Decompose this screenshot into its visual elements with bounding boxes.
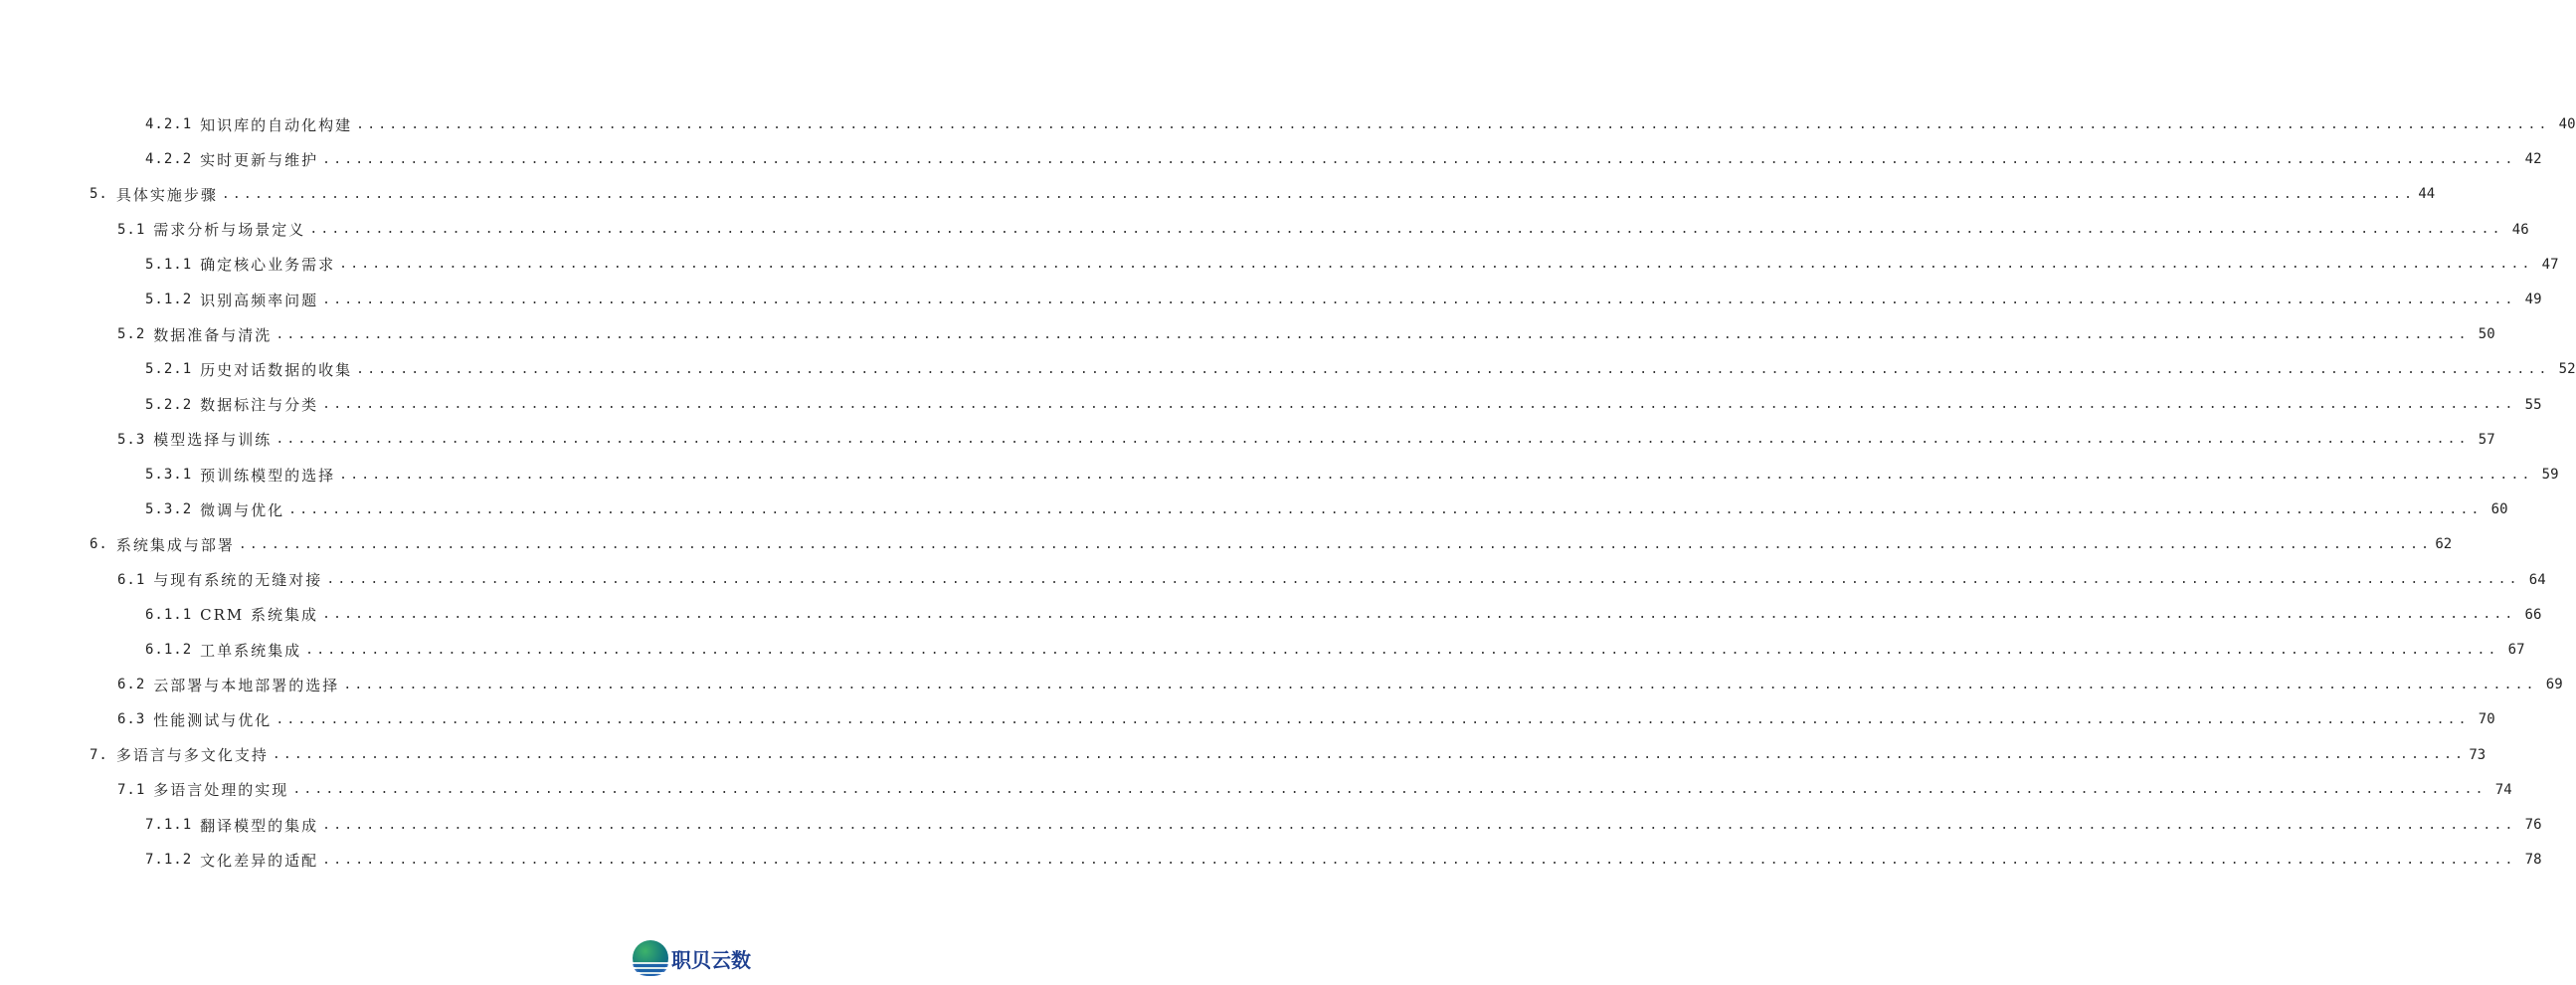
toc-entry-title: 翻译模型的集成 xyxy=(200,816,319,835)
toc-entry-number: 5.3 xyxy=(117,431,146,448)
toc-entry-title: 多语言与多文化支持 xyxy=(115,746,269,765)
toc-dot-leader: ........................................................................................................................................................................................................ xyxy=(276,711,2470,727)
toc-entry-number: 5.2.2 xyxy=(145,396,193,413)
toc-dot-leader: ........................................................................................................................................................................................................ xyxy=(322,607,2516,623)
toc-entry-title: 云部署与本地部署的选择 xyxy=(153,676,340,694)
toc-entry-title: 数据准备与清洗 xyxy=(153,325,273,344)
logo-wave-icon xyxy=(633,940,668,976)
toc-entry[interactable] xyxy=(145,356,2576,382)
toc-entry-title: 性能测试与优化 xyxy=(153,710,273,729)
toc-entry-title: 工单系统集成 xyxy=(200,641,302,660)
toc-entry-title: 历史对话数据的收集 xyxy=(200,360,353,379)
toc-entry-title: 具体实施步骤 xyxy=(115,185,218,204)
toc-dot-leader: ........................................................................................................................................................................................................ xyxy=(322,852,2516,868)
toc-entry-page: 76 xyxy=(2524,817,2542,833)
toc-entry-title: 系统集成与部署 xyxy=(115,535,235,554)
toc-dot-leader: ........................................................................................................................................................................................................ xyxy=(356,361,2550,377)
toc-entry-number: 7.1.2 xyxy=(145,852,193,869)
toc-entry[interactable] xyxy=(145,496,2508,522)
toc-entry[interactable] xyxy=(90,531,2453,557)
toc-entry-page: 66 xyxy=(2524,606,2542,623)
toc-entry-title: 知识库的自动化构建 xyxy=(200,115,353,134)
toc-entry-page: 49 xyxy=(2524,292,2542,307)
toc-dot-leader: ........................................................................................................................................................................................................ xyxy=(322,397,2516,413)
toc-entry[interactable] xyxy=(117,777,2512,803)
toc-entry-number: 5.2 xyxy=(117,326,146,343)
toc-entry-title: 多语言处理的实现 xyxy=(153,781,289,800)
toc-dot-leader: ........................................................................................................................................................................................................ xyxy=(221,186,2416,202)
toc-entry[interactable] xyxy=(145,252,2559,278)
toc-entry-number: 5.1.2 xyxy=(145,292,193,307)
toc-entry[interactable] xyxy=(90,181,2436,207)
toc-dot-leader: ........................................................................................................................................................................................................ xyxy=(276,432,2470,448)
toc-entry-page: 55 xyxy=(2524,396,2542,413)
toc-entry-number: 6.3 xyxy=(117,711,146,728)
toc-dot-leader: ........................................................................................................................................................................................................ xyxy=(343,677,2537,692)
toc-dot-leader: ........................................................................................................................................................................................................ xyxy=(326,572,2520,588)
toc-dot-leader: ........................................................................................................................................................................................................ xyxy=(238,536,2433,552)
toc-entry[interactable] xyxy=(145,146,2542,172)
toc-entry-page: 67 xyxy=(2507,642,2525,658)
toc-entry-page: 59 xyxy=(2541,467,2559,483)
toc-entry-number: 4.2.1 xyxy=(145,116,193,132)
toc-entry-title: 微调与优化 xyxy=(200,500,285,519)
toc-entry-page: 74 xyxy=(2494,781,2512,798)
toc-entry-number: 6. xyxy=(90,536,108,553)
toc-entry-title: 确定核心业务需求 xyxy=(200,256,336,275)
toc-entry-title: 识别高频率问题 xyxy=(200,291,319,309)
toc-entry-page: 52 xyxy=(2558,361,2576,378)
toc-dot-leader: ........................................................................................................................................................................................................ xyxy=(339,467,2533,483)
toc-entry[interactable] xyxy=(117,321,2495,347)
toc-entry-page: 44 xyxy=(2418,186,2436,203)
toc-entry[interactable] xyxy=(117,706,2495,732)
toc-entry-page: 78 xyxy=(2524,852,2542,869)
toc-entry[interactable] xyxy=(145,847,2542,873)
toc-entry[interactable] xyxy=(145,287,2542,312)
toc-entry-title: 预训练模型的选择 xyxy=(200,466,336,485)
toc-dot-leader: ........................................................................................................................................................................................................ xyxy=(276,326,2470,342)
toc-entry-page: 62 xyxy=(2435,536,2453,553)
toc-entry-title: 文化差异的适配 xyxy=(200,851,319,870)
toc-entry-page: 47 xyxy=(2541,256,2559,273)
toc-entry[interactable] xyxy=(145,602,2542,628)
toc-entry-number: 5.3.2 xyxy=(145,501,193,518)
toc-entry-number: 7.1 xyxy=(117,781,146,798)
toc-entry-number: 5.1 xyxy=(117,221,146,238)
toc-entry-title: 数据标注与分类 xyxy=(200,396,319,415)
toc-entry-number: 6.2 xyxy=(117,677,146,693)
toc-entry-page: 42 xyxy=(2524,151,2542,168)
toc-entry-page: 64 xyxy=(2528,571,2546,588)
toc-entry-number: 5.2.1 xyxy=(145,361,193,378)
toc-entry-number: 7.1.1 xyxy=(145,817,193,833)
toc-entry[interactable] xyxy=(117,217,2529,243)
toc-entry[interactable] xyxy=(145,392,2542,418)
toc-entry[interactable] xyxy=(90,742,2486,768)
toc-entry-number: 6.1.1 xyxy=(145,606,193,623)
toc-dot-leader: ........................................................................................................................................................................................................ xyxy=(305,642,2499,658)
toc-dot-leader: ........................................................................................................................................................................................................ xyxy=(322,292,2516,307)
toc-entry-number: 7. xyxy=(90,746,108,763)
logo xyxy=(633,940,751,976)
toc-entry-number: 5.3.1 xyxy=(145,467,193,483)
toc-entry-title: 需求分析与场景定义 xyxy=(153,221,306,240)
toc-entry[interactable] xyxy=(117,672,2563,697)
toc-entry[interactable] xyxy=(145,462,2559,488)
toc-entry-number: 6.1.2 xyxy=(145,642,193,658)
toc-entry-number: 5.1.1 xyxy=(145,256,193,273)
toc-entry-title: CRM 系统集成 xyxy=(200,606,319,625)
toc-entry-page: 40 xyxy=(2558,116,2576,132)
toc-entry-page: 50 xyxy=(2478,326,2495,343)
toc-dot-leader: ........................................................................................................................................................................................................ xyxy=(356,116,2550,132)
toc-entry[interactable] xyxy=(117,567,2546,593)
toc-dot-leader: ........................................................................................................................................................................................................ xyxy=(272,747,2467,763)
toc-entry-page: 46 xyxy=(2511,221,2529,238)
toc-entry-number: 5. xyxy=(90,186,108,203)
toc-entry[interactable] xyxy=(117,427,2495,453)
toc-entry-page: 70 xyxy=(2478,711,2495,728)
toc-entry-number: 6.1 xyxy=(117,571,146,588)
toc-entry-page: 73 xyxy=(2469,746,2486,763)
toc-entry[interactable] xyxy=(145,637,2525,663)
toc-entry-number: 4.2.2 xyxy=(145,151,193,168)
toc-dot-leader: ........................................................................................................................................................................................................ xyxy=(339,257,2533,273)
toc-dot-leader: ........................................................................................................................................................................................................ xyxy=(288,501,2483,517)
toc-dot-leader: ........................................................................................................................................................................................................ xyxy=(309,222,2503,238)
toc-dot-leader: ........................................................................................................................................................................................................ xyxy=(322,817,2516,833)
toc-entry-title: 模型选择与训练 xyxy=(153,431,273,450)
toc-entry-page: 69 xyxy=(2545,677,2563,693)
toc-entry[interactable] xyxy=(145,111,2576,137)
toc-entry-page: 57 xyxy=(2478,431,2495,448)
toc-entry-title: 与现有系统的无缝对接 xyxy=(153,571,323,590)
toc-dot-leader: ........................................................................................................................................................................................................ xyxy=(292,782,2486,798)
toc-entry-title: 实时更新与维护 xyxy=(200,150,319,169)
toc-dot-leader: ........................................................................................................................................................................................................ xyxy=(322,151,2516,167)
toc-entry[interactable] xyxy=(145,812,2542,838)
toc-entry-page: 60 xyxy=(2490,501,2508,518)
logo-text: 职贝云数 xyxy=(671,947,751,972)
